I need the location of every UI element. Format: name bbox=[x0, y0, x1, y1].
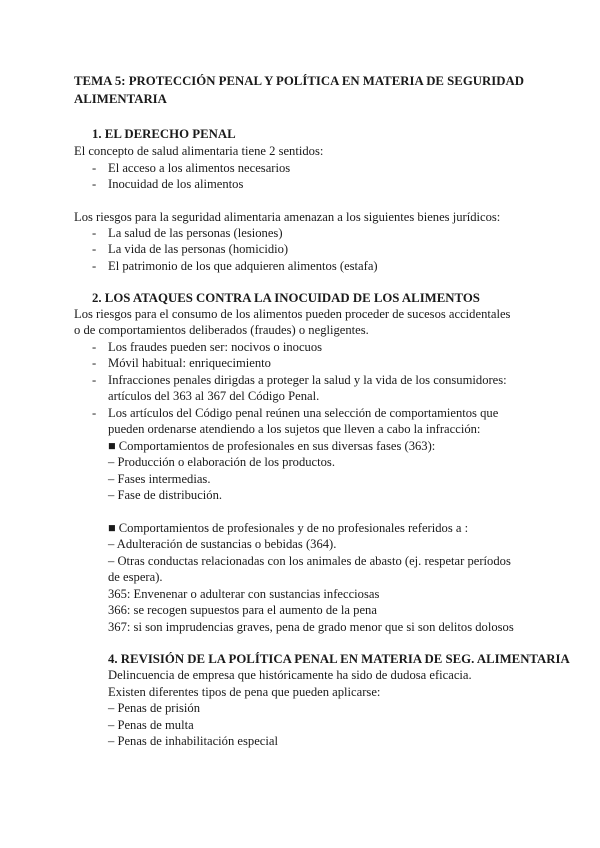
dash-bullet: - bbox=[92, 161, 97, 175]
body-line: – Penas de inhabilitación especial bbox=[108, 734, 278, 748]
section4-heading: 4. REVISIÓN DE LA POLÍTICA PENAL EN MATERIA DE SEG. ALIMENTARIA bbox=[108, 652, 570, 666]
section2-heading: 2. LOS ATAQUES CONTRA LA INOCUIDAD DE LOS ALIMENTOS bbox=[92, 291, 480, 305]
dash-bullet: - bbox=[92, 356, 97, 370]
block-line: – Fase de distribución. bbox=[108, 488, 223, 502]
dash-bullet: - bbox=[92, 340, 97, 354]
body-line: Existen diferentes tipos de pena que pueden aplicarse: bbox=[108, 685, 381, 699]
document-title-line1: TEMA 5: PROTECCIÓN PENAL Y POLÍTICA EN MATERIA DE SEGURIDAD bbox=[74, 74, 524, 88]
block-line: – Otras conductas relacionadas con los animales de abasto (ej. respetar períodos bbox=[108, 554, 511, 568]
body-line: – Penas de multa bbox=[108, 718, 194, 732]
dash-bullet: - bbox=[92, 259, 97, 273]
block-line: 365: Envenenar o adulterar con sustancias infecciosas bbox=[108, 587, 380, 601]
block-line: 367: si son imprudencias graves, pena de grado menor que si son delitos dolosos bbox=[108, 620, 514, 634]
dash-bullet: - bbox=[92, 177, 97, 191]
list-item-text: Inocuidad de los alimentos bbox=[108, 177, 244, 191]
document-title-line2: ALIMENTARIA bbox=[74, 92, 167, 106]
dash-bullet: - bbox=[92, 406, 97, 420]
block-line: 366: se recogen supuestos para el aumento de la pena bbox=[108, 603, 377, 617]
section1-intro: El concepto de salud alimentaria tiene 2 sentidos: bbox=[74, 144, 324, 158]
body-line: Delincuencia de empresa que históricamente ha sido de dudosa eficacia. bbox=[108, 668, 472, 682]
section1-heading: 1. EL DERECHO PENAL bbox=[92, 127, 236, 141]
body-line: – Penas de prisión bbox=[108, 701, 200, 715]
dash-bullet: - bbox=[92, 242, 97, 256]
list-item-text: La vida de las personas (homicidio) bbox=[108, 242, 289, 256]
list-item-text-continued: pueden ordenarse atendiendo a los sujetos que lleven a cabo la infracción: bbox=[108, 422, 481, 436]
block-line: de espera). bbox=[108, 570, 163, 584]
section2-intro-line2: o de comportamientos deliberados (fraudes) o negligentes. bbox=[74, 323, 369, 337]
block-line: ■ Comportamientos de profesionales en sus diversas fases (363): bbox=[108, 439, 436, 453]
dash-bullet: - bbox=[92, 226, 97, 240]
list-item-text: Los artículos del Código penal reúnen una selección de comportamientos que bbox=[108, 406, 499, 420]
section1-paragraph2: Los riesgos para la seguridad alimentaria amenazan a los siguientes bienes jurídicos: bbox=[74, 210, 501, 224]
list-item-text: El acceso a los alimentos necesarios bbox=[108, 161, 291, 175]
list-item-text: La salud de las personas (lesiones) bbox=[108, 226, 283, 240]
list-item-text: El patrimonio de los que adquieren alimentos (estafa) bbox=[108, 259, 378, 273]
list-item-text: Móvil habitual: enriquecimiento bbox=[108, 356, 271, 370]
list-item-text-continued: artículos del 363 al 367 del Código Penal. bbox=[108, 389, 320, 403]
block-line: – Producción o elaboración de los productos. bbox=[108, 455, 335, 469]
list-item-text: Los fraudes pueden ser: nocivos o inocuos bbox=[108, 340, 323, 354]
list-item-text: Infracciones penales dirigdas a proteger la salud y la vida de los consumidores: bbox=[108, 373, 507, 387]
dash-bullet: - bbox=[92, 373, 97, 387]
block-line: – Fases intermedias. bbox=[108, 472, 211, 486]
block-line: ■ Comportamientos de profesionales y de no profesionales referidos a : bbox=[108, 521, 469, 535]
block-line: – Adulteración de sustancias o bebidas (364). bbox=[108, 537, 337, 551]
section2-intro-line1: Los riesgos para el consumo de los alimentos pueden proceder de sucesos accidentales bbox=[74, 307, 511, 321]
